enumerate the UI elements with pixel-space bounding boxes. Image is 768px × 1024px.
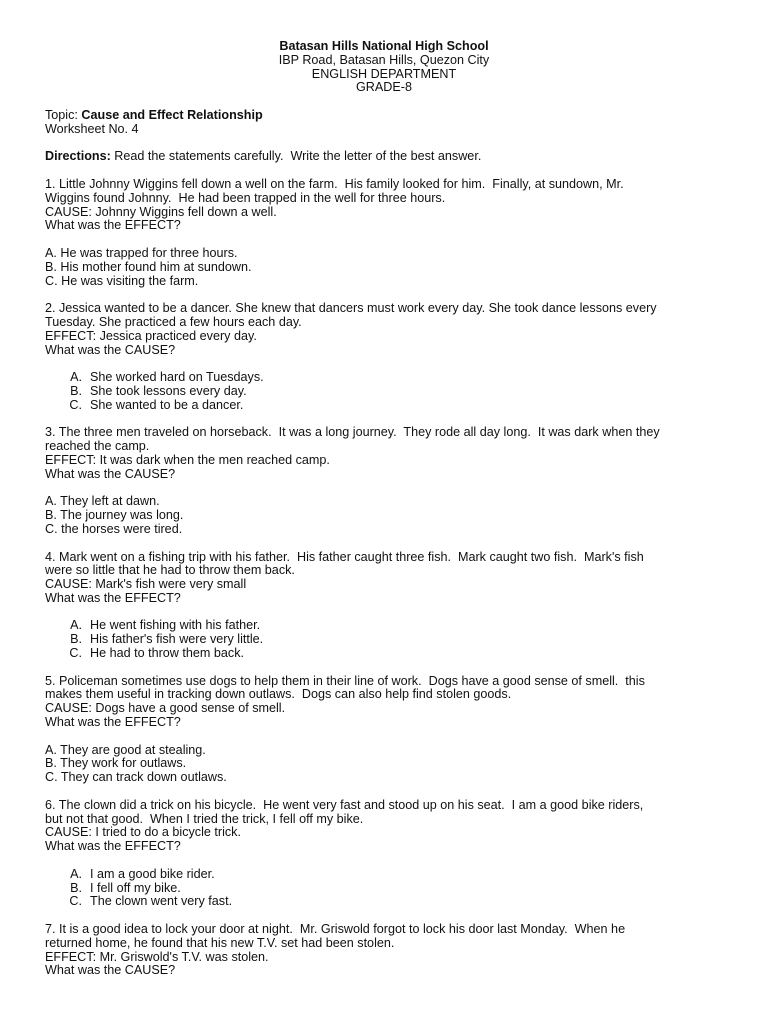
question-prompt: What was the CAUSE? (45, 342, 176, 357)
question (45, 178, 735, 233)
question-text: returned home, he found that his new T.V. set had been stolen. (45, 935, 395, 950)
grade-level: GRADE-8 (356, 80, 412, 95)
question-text: reached the camp. (45, 439, 150, 454)
question-text: Tuesday. She practiced a few hours each day. (45, 314, 302, 329)
question-text: 3. The three men traveled on horseback. It was a long journey. They rode all day long. It was dark when they (45, 425, 660, 440)
question-text: 1. Little Johnny Wiggins fell down a well on the farm. His family looked for him. Finally, at sundown, Mr. (45, 176, 624, 191)
answer-option: A. They are good at stealing. (45, 742, 206, 757)
answer-option: C. They can track down outlaws. (45, 770, 227, 785)
question-text: 7. It is a good idea to lock your door at night. Mr. Griswold forgot to lock his door last Monday. When he (45, 922, 626, 937)
topic-value: Cause and Effect Relationship (81, 108, 263, 122)
given-statement: EFFECT: It was dark when the men reached camp. (45, 452, 330, 467)
question-prompt: What was the EFFECT? (45, 839, 181, 854)
document-header (0, 40, 768, 95)
answer-option: C. He had to throw them back. (69, 646, 245, 661)
topic-line (45, 109, 735, 123)
answer-option: B. They work for outlaws. (45, 756, 187, 771)
answer-option: B. I fell off my bike. (70, 880, 181, 895)
answer-options (45, 619, 735, 660)
answer-option: B. His father's fish were very little. (70, 632, 264, 647)
question-text: but not that good. When I tried the trick, I fell off my bike. (45, 811, 364, 826)
department: ENGLISH DEPARTMENT (311, 66, 457, 81)
question (45, 923, 735, 978)
answer-option: C. the horses were tired. (45, 521, 183, 536)
directions (45, 150, 735, 164)
question-text: 6. The clown did a trick on his bicycle. He went very fast and stood up on his seat. I am a good bike riders, (45, 797, 644, 812)
question-prompt: What was the EFFECT? (45, 218, 181, 233)
question (45, 551, 735, 606)
answer-options (45, 868, 735, 909)
answer-option: A. She worked hard on Tuesdays. (70, 370, 264, 385)
given-statement: EFFECT: Mr. Griswold's T.V. was stolen. (45, 949, 269, 964)
worksheet-body (45, 109, 735, 978)
question-prompt: What was the EFFECT? (45, 715, 181, 730)
question-text: were so little that he had to throw them back. (45, 563, 295, 578)
answer-option: B. She took lessons every day. (70, 383, 247, 398)
question-text: 4. Mark went on a fishing trip with his father. His father caught three fish. Mark caught two fish. Mark's fish (45, 549, 644, 564)
question (45, 799, 735, 854)
question-prompt: What was the EFFECT? (45, 590, 181, 605)
answer-option: A. They left at dawn. (45, 494, 160, 509)
directions-text: Read the statements carefully. Write the letter of the best answer. (110, 149, 482, 164)
given-statement: CAUSE: I tried to do a bicycle trick. (45, 825, 241, 840)
answer-options (45, 744, 735, 785)
directions-label: Directions: (45, 149, 111, 164)
answer-option: C. She wanted to be a dancer. (69, 397, 244, 412)
question-text: 5. Policeman sometimes use dogs to help them in their line of work. Dogs have a good sense of smell. this (45, 673, 645, 688)
school-name: Batasan Hills National High School (279, 39, 489, 53)
given-statement: CAUSE: Johnny Wiggins fell down a well. (45, 204, 277, 219)
question-text: Wiggins found Johnny. He had been trapped in the well for three hours. (45, 190, 446, 205)
worksheet-number: Worksheet No. 4 (45, 121, 139, 136)
answer-options (45, 371, 735, 412)
given-statement: CAUSE: Mark's fish were very small (45, 577, 247, 592)
question (45, 302, 735, 357)
question (45, 426, 735, 481)
answer-option: C. The clown went very fast. (69, 894, 233, 909)
answer-options (45, 495, 735, 536)
answer-option: A. I am a good bike rider. (70, 866, 215, 881)
question-prompt: What was the CAUSE? (45, 963, 176, 978)
question-text: 2. Jessica wanted to be a dancer. She knew that dancers must work every day. She took dance lessons every (45, 301, 657, 316)
answer-option: B. His mother found him at sundown. (45, 259, 252, 274)
question-prompt: What was the CAUSE? (45, 466, 176, 481)
answer-options (45, 247, 735, 288)
school-address: IBP Road, Batasan Hills, Quezon City (278, 52, 490, 67)
answer-option: B. The journey was long. (45, 508, 184, 523)
topic-label: Topic: (45, 108, 82, 122)
answer-option: A. He was trapped for three hours. (45, 245, 238, 260)
answer-option: A. He went fishing with his father. (70, 618, 261, 633)
given-statement: EFFECT: Jessica practiced every day. (45, 328, 257, 343)
answer-option: C. He was visiting the farm. (45, 273, 199, 288)
question-text: makes them useful in tracking down outlaws. Dogs can also help find stolen goods. (45, 687, 512, 702)
question (45, 675, 735, 730)
given-statement: CAUSE: Dogs have a good sense of smell. (45, 701, 286, 716)
